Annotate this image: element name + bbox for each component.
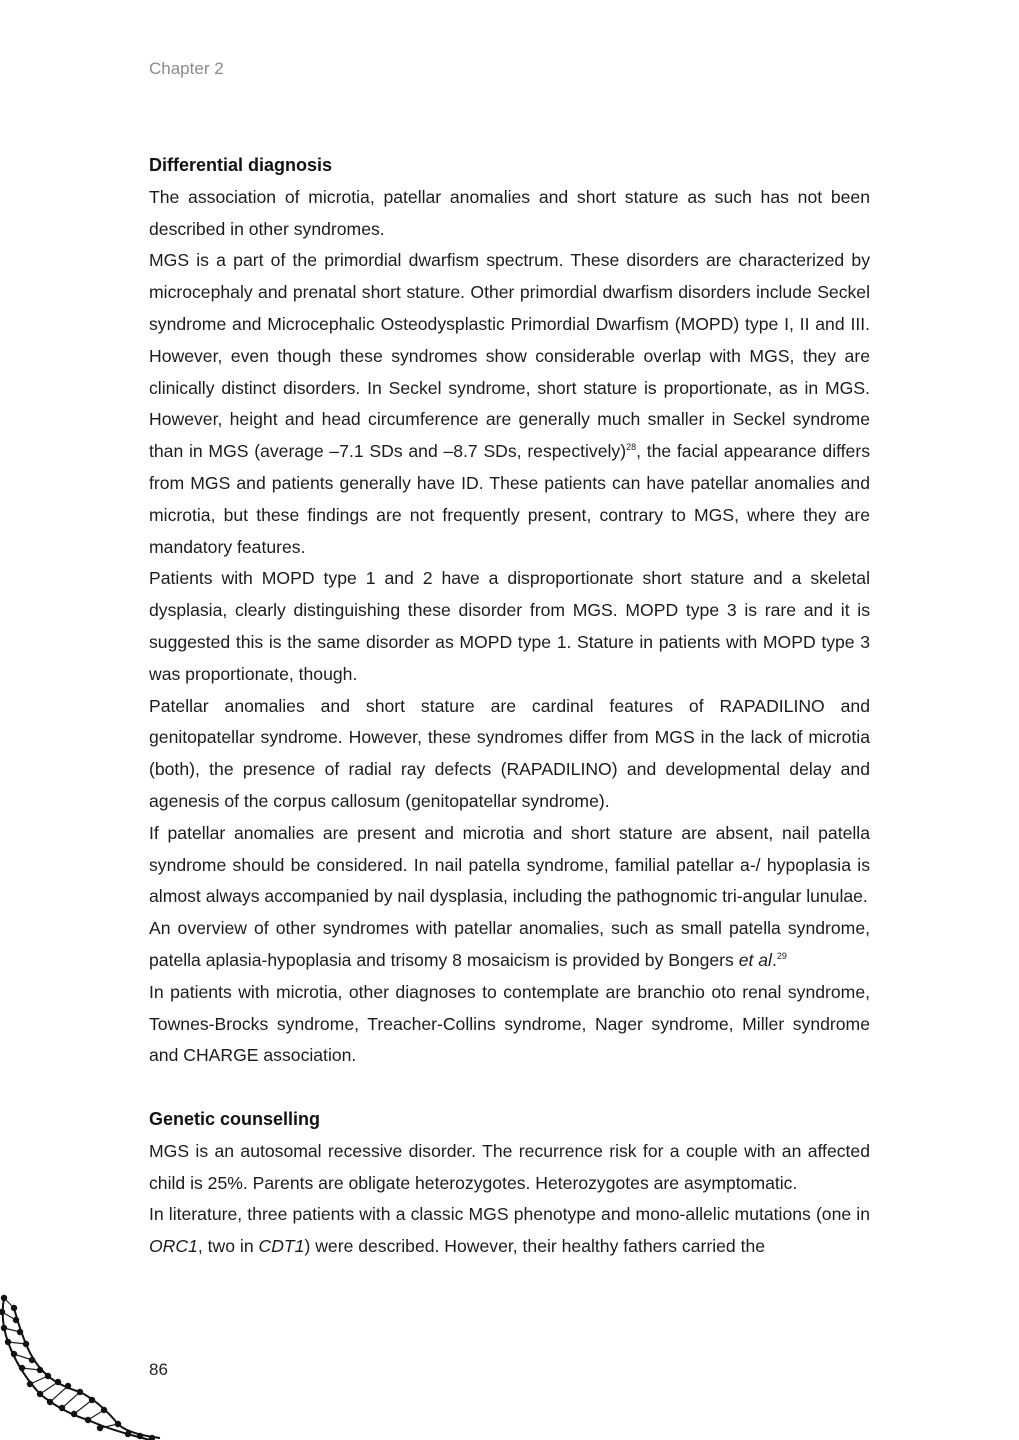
paragraph-genetic-2-text-b: , two in <box>197 1236 259 1257</box>
paragraph-differential-2 <box>149 245 870 563</box>
chapter-label: Chapter 2 <box>149 59 224 78</box>
paragraph-differential-6-text: An overview of other syndromes with patellar anomalies, such as small patella syndrome, patella aplasia-hypoplasia and trisomy 8 mosaicism is provided by Bongers <box>149 918 870 970</box>
heading-genetic-counselling: Genetic counselling <box>149 1108 321 1129</box>
et-al-italic: et al <box>738 949 772 970</box>
dna-nodes <box>0 1295 155 1440</box>
paragraph-genetic-1: MGS is an autosomal recessive disorder. The recurrence risk for a couple with an affected child is 25%. Parents are obligate heterozygotes. Heterozygotes are asymptomatic. <box>149 1140 870 1193</box>
dna-helix-decoration-icon <box>0 1290 170 1440</box>
paragraph-genetic-2-text-c: ) were described. However, their healthy fathers carried the <box>304 1236 766 1257</box>
reference-29: 29 <box>776 950 787 961</box>
paragraph-differential-6 <box>149 913 870 977</box>
paragraph-genetic-2-text-a: In literature, three patients with a classic MGS phenotype and mono-allelic mutations (one in <box>149 1204 870 1225</box>
paragraph-differential-2-text-b: , the facial appearance differs from MGS and patients generally have ID. These patients can have patellar anomalies and microtia, but these findings are not frequently present, contrary to MGS, where they are mandatory features. <box>149 441 870 557</box>
paragraph-differential-7: In patients with microtia, other diagnoses to contemplate are branchio oto renal syndrome, Townes-Brocks syndrome, Treacher-Collins syndrome, Nager syndrome, Miller syndrome and CHARGE association. <box>149 981 870 1066</box>
page-number: 86 <box>149 1360 168 1379</box>
heading-differential-diagnosis: Differential diagnosis <box>149 155 333 175</box>
paragraph-differential-3: Patients with MOPD type 1 and 2 have a disproportionate short stature and a skeletal dysplasia, clearly distinguishing these disorder from MGS. MOPD type 3 is rare and it is suggested this is the same disorder as MOPD type 1. Stature in patients with MOPD type 3 was proportionate, though. <box>149 568 870 684</box>
paragraph-differential-2-text-a: MGS is a part of the primordial dwarfism spectrum. These disorders are characterized by microcephaly and prenatal short stature. Other primordial dwarfism disorders include Seckel syndrome and Microcephalic Osteodysplastic Primordial Dwarfism (MOPD) type I, II and III. However, even though these syndromes show considerable overlap with MGS, they are clinically distinct disorders. In Seckel syndrome, short stature is proportionate, as in MGS. However, height and head circumference are generally much smaller in Seckel syndrome than in MGS (average –7.1 SDs and –8.7 SDs, respectively) <box>149 250 870 462</box>
reference-28: 28 <box>626 442 637 453</box>
paragraph-differential-1: The association of microtia, patellar anomalies and short stature as such has not been described in other syndromes. <box>149 186 870 239</box>
page-body <box>149 150 870 1263</box>
paragraph-genetic-2 <box>149 1199 870 1263</box>
section-spacer <box>149 1072 870 1104</box>
gene-orc1: ORC1 <box>149 1236 198 1257</box>
paragraph-differential-6-end: . <box>771 949 777 970</box>
paragraph-differential-5: If patellar anomalies are present and microtia and short stature are absent, nail patella syndrome should be considered. In nail patella syndrome, familial patellar a-/ hypoplasia is almost always accompanied by nail dysplasia, including the pathognomic tri-angular lunulae. <box>149 822 870 907</box>
paragraph-differential-4: Patellar anomalies and short stature are cardinal features of RAPADILINO and genitopatellar syndrome. However, these syndromes differ from MGS in the lack of microtia (both), the presence of radial ray defects (RAPADILINO) and developmental delay and agenesis of the corpus callosum (genitopatellar syndrome). <box>149 695 870 811</box>
gene-cdt1: CDT1 <box>258 1236 305 1257</box>
